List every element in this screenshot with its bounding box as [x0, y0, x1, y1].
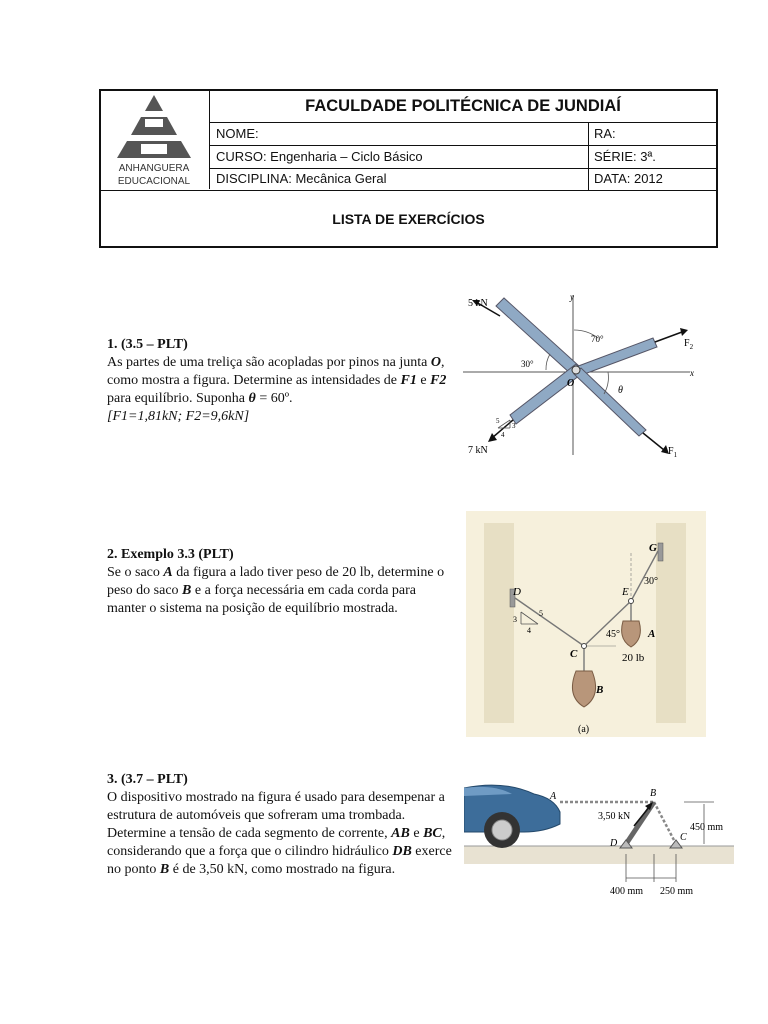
label-f1-letter: F [668, 446, 674, 457]
left-wall [484, 523, 514, 723]
label-force: 3,50 kN [598, 811, 631, 822]
exercise-1-f1: F1 [400, 373, 417, 388]
exercise-2-title: 2. Exemplo 3.3 (PLT) [107, 547, 234, 562]
exercise-3-text-1: O dispositivo mostrado na figura é usado para desempenar a estrutura de automóveis que sofreram uma trombada. Determine a tensão de cada segmento de corrente, [107, 790, 445, 841]
exercise-2-text-3: e a força necessária em cada corda para manter o sistema na posição de equilíbrio mostrada. [107, 583, 417, 616]
discipline-label: DISCIPLINA: Mecânica Geral [216, 171, 387, 186]
label-b3: B [650, 788, 657, 799]
logo-text-2: EDUCACIONAL [117, 176, 191, 187]
tri-5: 5 [496, 417, 500, 425]
label-5kn: 5 kN [468, 298, 488, 309]
pin-o [572, 366, 580, 374]
label-d3: D [610, 838, 618, 849]
exercise-1-text-1: As partes de uma treliça são acopladas por pinos na junta [107, 355, 428, 370]
exercise-2-text-2: da figura a lado tiver peso de 20 lb, determine o peso do saco [107, 565, 445, 598]
exercise-1-title: 1. (3.5 – PLT) [107, 337, 188, 352]
label-theta: θ [618, 385, 623, 396]
ground [464, 846, 734, 864]
label-g: G [649, 542, 657, 554]
figure-2-bags [466, 511, 706, 737]
label-b: B [596, 684, 604, 696]
exercise-3 [107, 771, 457, 879]
label-y: y [570, 292, 574, 302]
label-o: O [567, 378, 575, 389]
arrowhead-f2 [680, 328, 688, 336]
figure-1-truss [458, 290, 703, 460]
tri-4: 4 [501, 431, 505, 439]
label-7kn: 7 kN [468, 445, 488, 456]
exercise-1 [107, 336, 457, 426]
label-45deg: 45° [606, 629, 620, 640]
exercise-2-text-1: Se o saco [107, 565, 164, 580]
logo-text-1: ANHANGUERA [118, 163, 190, 174]
date-label: DATA: 2012 [588, 168, 716, 190]
label-f2 [684, 338, 694, 351]
course-label: CURSO: Engenharia – Ciclo Básico [216, 149, 423, 164]
label-a: A [648, 628, 656, 640]
label-450mm: 450 mm [690, 822, 724, 833]
arrow-f2 [655, 332, 682, 342]
exercise-2-bag-b: B [182, 583, 192, 598]
header-box [99, 89, 718, 248]
list-title: LISTA DE EXERCÍCIOS [101, 190, 716, 246]
tri2-4: 4 [527, 626, 531, 635]
figure-2-caption: (a) [578, 724, 590, 735]
exercise-3-db: DB [392, 844, 412, 859]
exercise-3-text-4: é de 3,50 kN, como mostrado na figura. [169, 862, 396, 877]
label-250mm: 250 mm [660, 886, 694, 897]
ra-label: RA: [588, 123, 716, 145]
exercise-2 [107, 546, 457, 618]
exercise-3-b: B [159, 862, 170, 877]
exercise-3-bc: BC [423, 826, 442, 841]
label-f1-sub: 1 [673, 451, 678, 459]
exercise-1-text-4: = 60º. [255, 391, 293, 406]
exercise-3-title: 3. (3.7 – PLT) [107, 772, 188, 787]
label-f2-sub: 2 [689, 343, 694, 351]
tri-3: 3 [512, 422, 516, 430]
arrow-f1 [643, 433, 664, 450]
label-d: D [513, 586, 521, 598]
course-row [210, 146, 716, 169]
label-400mm: 400 mm [610, 886, 644, 897]
label-x: x [690, 368, 694, 378]
label-70: 70° [591, 334, 604, 344]
exercise-1-joint: O [430, 355, 441, 370]
exercise-3-and: e [409, 826, 424, 841]
label-a3: A [550, 791, 557, 802]
institution-logo [101, 91, 210, 189]
member-f2 [573, 338, 657, 376]
discipline-row [210, 168, 716, 190]
label-f1 [668, 446, 678, 459]
exercise-1-text-3: para equilíbrio. Suponha [107, 391, 249, 406]
institution-title: FACULDADE POLITÉCNICA DE JUNDIAÍ [210, 91, 716, 123]
label-20lb: 20 lb [622, 652, 645, 664]
exercise-1-f2: F2 [430, 373, 447, 388]
label-e: E [622, 586, 629, 598]
member-f1 [574, 368, 646, 436]
name-label: NOME: [216, 126, 259, 141]
node-e [629, 599, 634, 604]
label-c3: C [680, 832, 687, 843]
name-row [210, 123, 716, 146]
series-label: SÉRIE: 3ª. [588, 146, 716, 168]
exercise-1-theta: θ [248, 391, 256, 406]
figure-3-car [464, 774, 734, 902]
tri2-5: 5 [539, 609, 543, 618]
label-30deg: 30° [644, 576, 658, 587]
member-5kn [496, 298, 579, 374]
chain-bc [654, 802, 676, 844]
node-c [582, 644, 587, 649]
exercise-3-text-3: exerce no ponto [107, 844, 452, 877]
exercise-3-ab: AB [391, 826, 410, 841]
exercise-1-answer: [F1=1,81kN; F2=9,6kN] [107, 409, 250, 424]
tri2-3: 3 [513, 615, 517, 624]
exercise-2-bag-a: A [163, 565, 173, 580]
exercise-1-and: e [416, 373, 431, 388]
label-f2-letter: F [684, 338, 690, 349]
exercise-3-text-2: , considerando que a força que o cilindro hidráulico [107, 826, 446, 859]
exercise-1-text-2: , como mostra a figura. Determine as intensidades de [107, 355, 445, 388]
label-c: C [570, 648, 578, 660]
label-30: 30° [521, 359, 534, 369]
